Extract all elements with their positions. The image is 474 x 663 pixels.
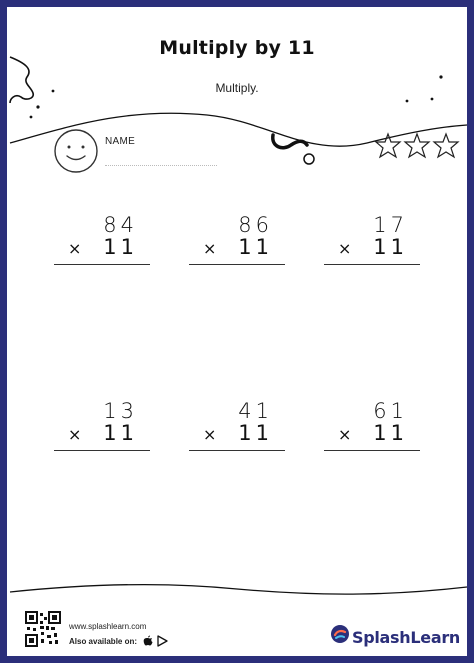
- splashlearn-logo-icon: [329, 623, 351, 645]
- answer-line[interactable]: [324, 450, 420, 451]
- problem-3: [324, 213, 420, 273]
- play-store-icon: [158, 636, 167, 646]
- problem-1: [54, 213, 150, 273]
- multiply-sign: ×: [338, 239, 352, 258]
- brand-name: SplashLearn: [352, 628, 460, 647]
- star-icon: [376, 134, 400, 157]
- answer-line[interactable]: [189, 264, 285, 265]
- multiplicand: 17: [373, 213, 408, 237]
- problem-2: [189, 213, 285, 273]
- blob-decoration: [10, 57, 33, 103]
- multiply-sign: ×: [68, 239, 82, 258]
- name-field[interactable]: [105, 165, 217, 166]
- answer-line[interactable]: [54, 264, 150, 265]
- multiplier: 11: [103, 421, 138, 445]
- answer-line[interactable]: [324, 264, 420, 265]
- multiplicand: 86: [238, 213, 273, 237]
- multiplicand: 41: [238, 399, 273, 423]
- worksheet-instruction: Multiply.: [215, 81, 259, 95]
- star-icon: [405, 134, 429, 157]
- multiplicand: 84: [103, 213, 138, 237]
- decorative-background: [7, 7, 467, 656]
- multiplicand: 61: [373, 399, 408, 423]
- apple-icon: [144, 636, 153, 646]
- problem-6: [324, 399, 420, 459]
- answer-line[interactable]: [54, 450, 150, 451]
- multiply-sign: ×: [203, 425, 217, 444]
- multiplier: 11: [238, 421, 273, 445]
- app-store-icons: [143, 635, 169, 647]
- answer-line[interactable]: [189, 450, 285, 451]
- smiley-face-icon: [52, 127, 100, 175]
- multiplier: 11: [373, 421, 408, 445]
- multiplier: 11: [373, 235, 408, 259]
- multiply-sign: ×: [68, 425, 82, 444]
- multiplicand: 13: [103, 399, 138, 423]
- problem-5: [189, 399, 285, 459]
- footer-wave-line: [10, 585, 467, 595]
- multiplier: 11: [103, 235, 138, 259]
- qr-code[interactable]: [25, 611, 61, 647]
- multiplier: 11: [238, 235, 273, 259]
- star-icon: [434, 134, 458, 157]
- multiply-sign: ×: [203, 239, 217, 258]
- availability-label: Also available on:: [69, 637, 138, 646]
- multiply-sign: ×: [338, 425, 352, 444]
- name-label: NAME: [105, 136, 136, 147]
- worksheet-title: Multiply by 11: [159, 37, 315, 59]
- problem-4: [54, 399, 150, 459]
- website-link[interactable]: www.splashlearn.com: [69, 622, 147, 631]
- rating-stars: [374, 131, 462, 161]
